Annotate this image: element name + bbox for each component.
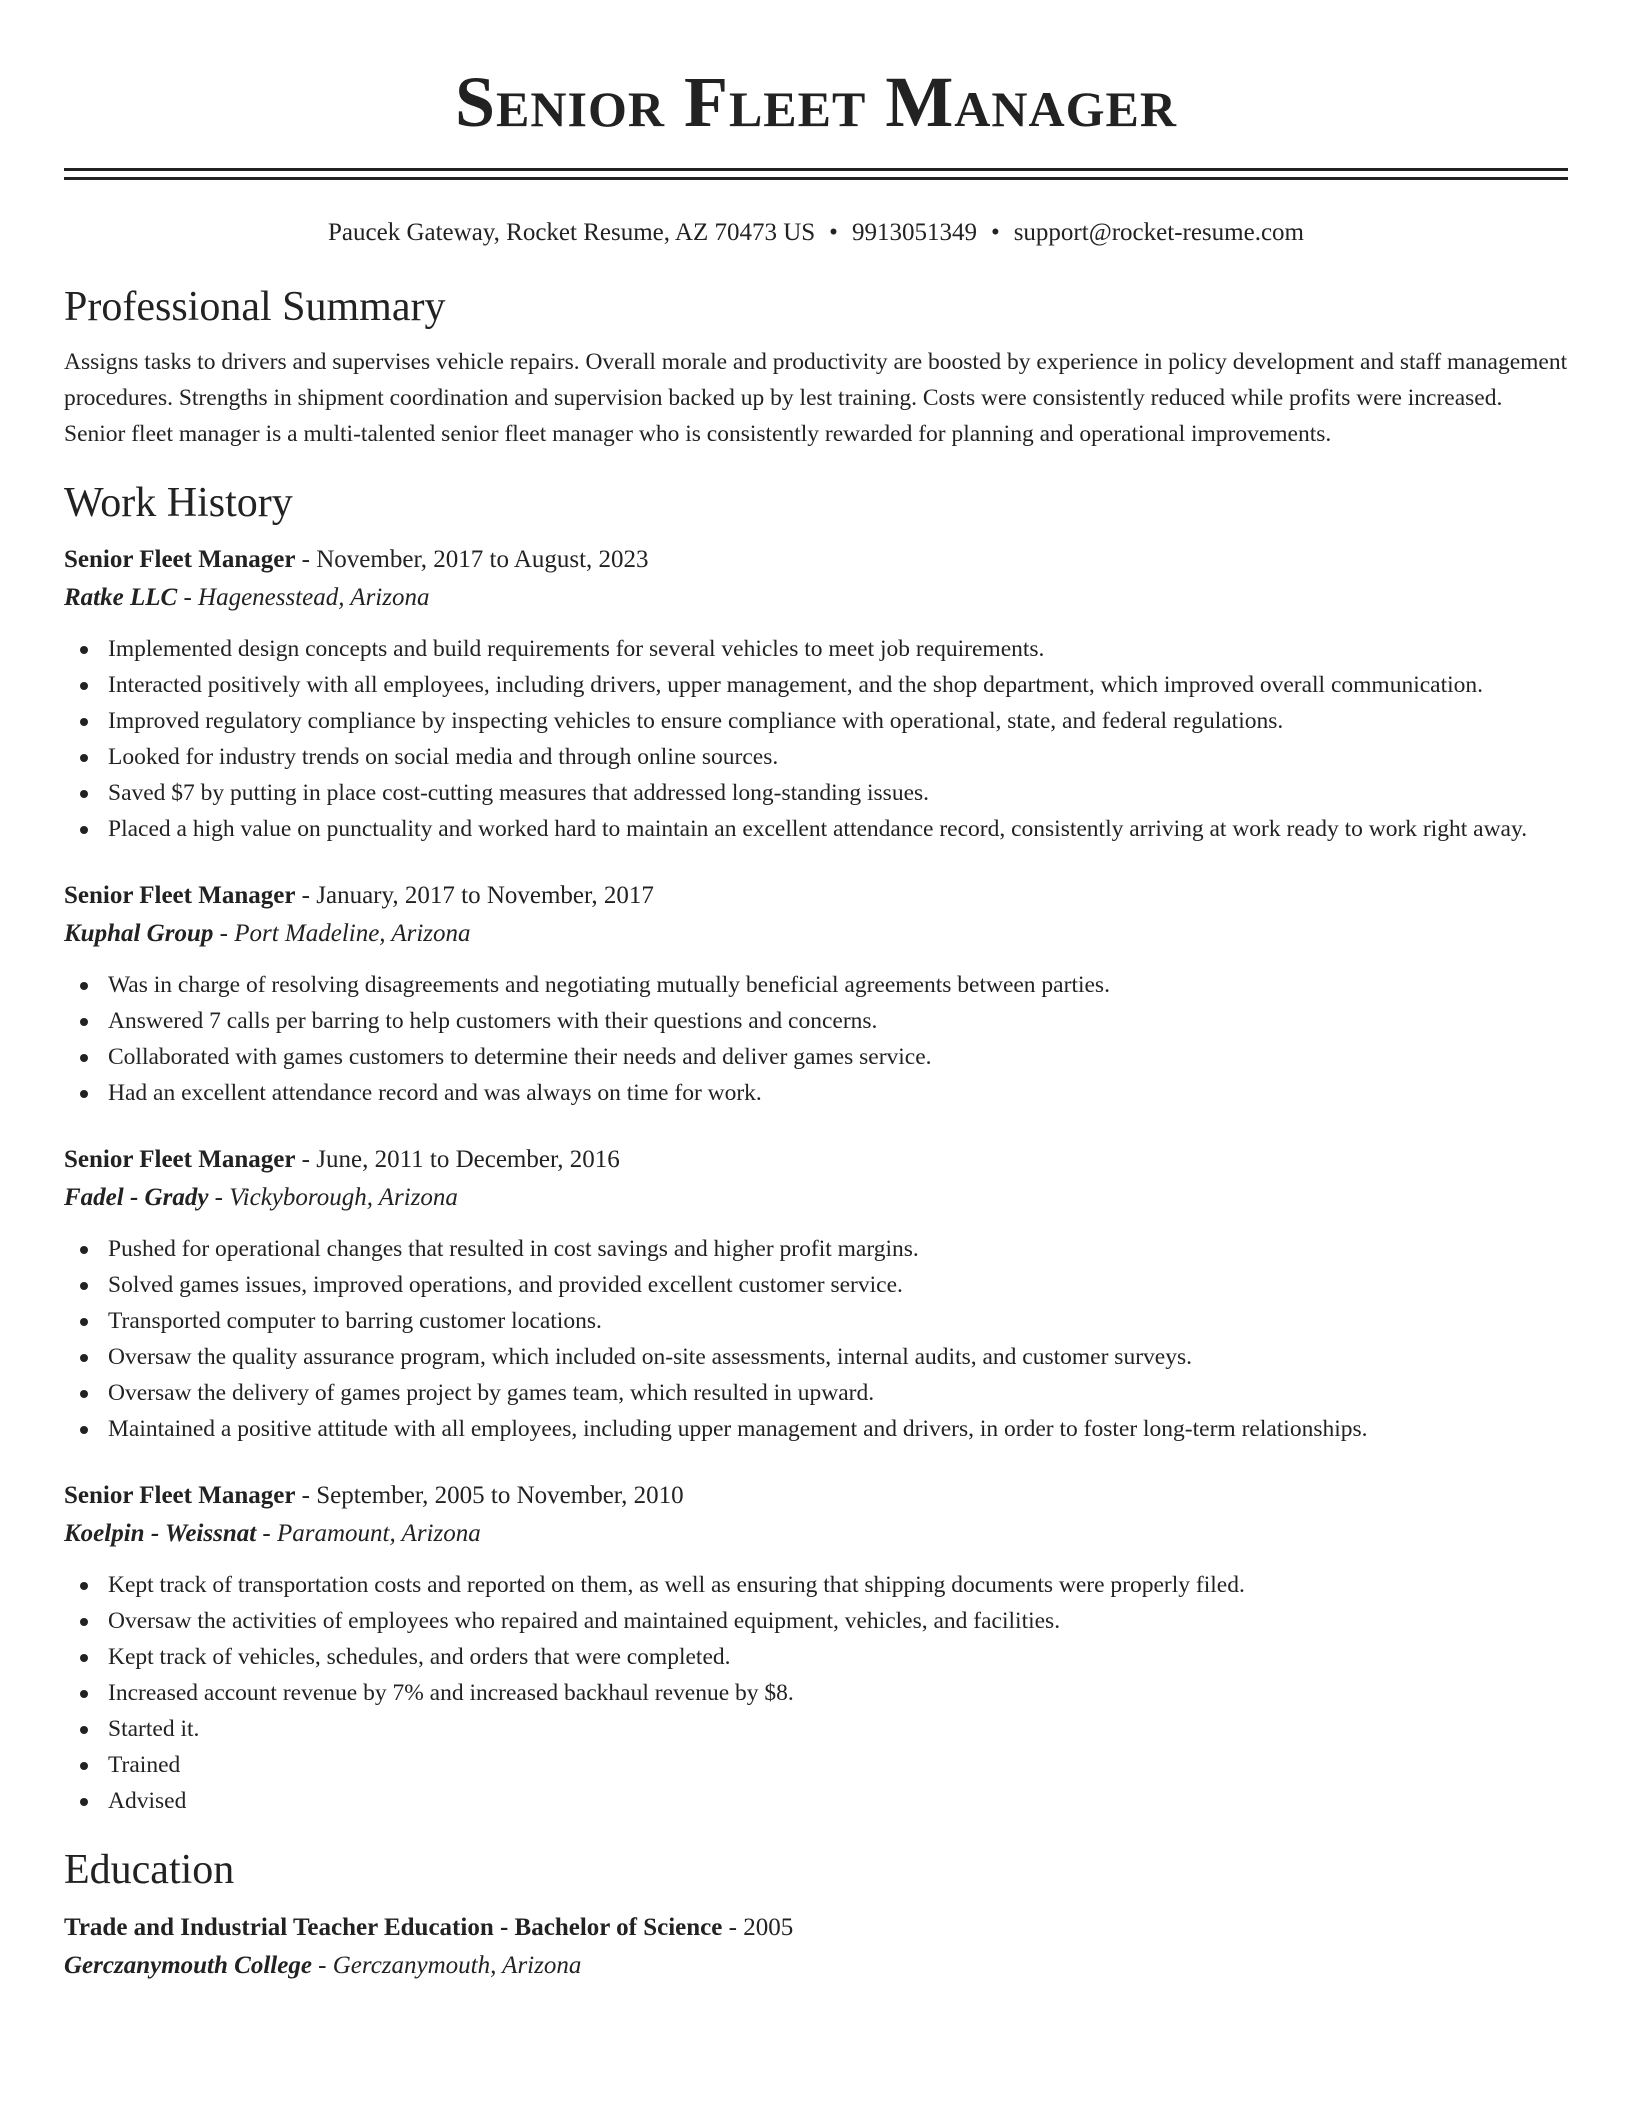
job-location: - Paramount, Arizona	[262, 1519, 481, 1547]
job-role: Senior Fleet Manager	[64, 545, 296, 573]
job-bullet: Kept track of vehicles, schedules, and orders that were completed.	[64, 1639, 1568, 1675]
job-location: - Hagenesstead, Arizona	[183, 583, 430, 611]
job-dates: - January, 2017 to November, 2017	[301, 881, 654, 909]
job-bullets	[64, 631, 1568, 847]
job-company: Kuphal Group	[64, 919, 214, 947]
job-dates: - June, 2011 to December, 2016	[301, 1145, 620, 1173]
work-history-list	[64, 541, 1568, 1819]
contact-separator: •	[990, 219, 1000, 246]
job-company: Koelpin - Weissnat	[64, 1519, 257, 1547]
job-company-line	[64, 915, 1568, 953]
education-school-line	[64, 1947, 1568, 1985]
job-bullet: Oversaw the activities of employees who repaired and maintained equipment, vehicles, and facilities.	[64, 1603, 1568, 1639]
summary-text: Assigns tasks to drivers and supervises vehicle repairs. Overall morale and productivity are boosted by experience in policy development and staff management procedures. Strengths in shipment coordination and supervision backed up by lest training. Costs were consistently reduced while profits were increased. Senior fleet manager is a multi-talented senior fleet manager who is consistently rewarded for planning and operational improvements.	[64, 349, 1568, 448]
contact-address: Paucek Gateway, Rocket Resume, AZ 70473 US	[328, 219, 816, 246]
education-degree-line	[64, 1909, 1568, 1947]
header-double-rule	[64, 168, 1568, 180]
job-bullet: Trained	[64, 1747, 1568, 1783]
job-entry	[64, 541, 1568, 847]
job-bullets	[64, 967, 1568, 1111]
job-bullet: Answered 7 calls per barring to help customers with their questions and concerns.	[64, 1003, 1568, 1039]
job-bullet: Saved $7 by putting in place cost-cutting measures that addressed long-standing issues.	[64, 775, 1568, 811]
job-bullet: Collaborated with games customers to determine their needs and deliver games service.	[64, 1039, 1568, 1075]
job-bullet: Implemented design concepts and build requirements for several vehicles to meet job requirements.	[64, 631, 1568, 667]
job-entry	[64, 1141, 1568, 1447]
job-bullet: Improved regulatory compliance by inspecting vehicles to ensure compliance with operational, state, and federal regulations.	[64, 703, 1568, 739]
job-location: - Port Madeline, Arizona	[219, 919, 471, 947]
job-company-line	[64, 579, 1568, 617]
job-entry	[64, 1477, 1568, 1819]
job-company: Ratke LLC	[64, 583, 178, 611]
education-entry	[64, 1909, 1568, 1985]
job-bullet: Pushed for operational changes that resulted in cost savings and higher profit margins.	[64, 1231, 1568, 1267]
job-role: Senior Fleet Manager	[64, 881, 296, 909]
summary-heading: Professional Summary	[64, 284, 446, 330]
job-bullet: Oversaw the delivery of games project by games team, which resulted in upward.	[64, 1375, 1568, 1411]
contact-line	[64, 216, 1568, 250]
job-bullet: Started it.	[64, 1711, 1568, 1747]
education-location: - Gerczanymouth, Arizona	[318, 1952, 582, 1980]
job-bullet: Interacted positively with all employees, including drivers, upper management, and the shop department, which improved overall communication.	[64, 667, 1568, 703]
job-role: Senior Fleet Manager	[64, 1145, 296, 1173]
education-school: Gerczanymouth College	[64, 1952, 312, 1980]
education-heading: Education	[64, 1846, 235, 1893]
education-year: - 2005	[728, 1914, 794, 1942]
job-bullet: Placed a high value on punctuality and worked hard to maintain an excellent attendance record, consistently arriving at work ready to work right away.	[64, 811, 1568, 847]
job-bullet: Maintained a positive attitude with all employees, including upper management and drivers, in order to foster long-term relationships.	[64, 1411, 1568, 1447]
contact-separator: •	[829, 219, 838, 246]
education-list	[64, 1909, 1568, 1985]
job-title-line	[64, 1477, 1568, 1515]
work-history-heading: Work History	[64, 480, 293, 527]
job-bullet: Solved games issues, improved operations, and provided excellent customer service.	[64, 1267, 1568, 1303]
job-bullet: Looked for industry trends on social media and through online sources.	[64, 739, 1568, 775]
job-bullets	[64, 1231, 1568, 1447]
job-bullet: Advised	[64, 1783, 1568, 1819]
resume-name: Senior Fleet Manager	[455, 62, 1177, 142]
job-company-line	[64, 1515, 1568, 1553]
contact-phone: 9913051349	[851, 219, 977, 246]
job-title-line	[64, 1141, 1568, 1179]
job-bullet: Transported computer to barring customer locations.	[64, 1303, 1568, 1339]
job-title-line	[64, 541, 1568, 579]
education-degree: Trade and Industrial Teacher Education - Bachelor of Science	[64, 1914, 723, 1942]
job-bullet: Increased account revenue by 7% and increased backhaul revenue by $8.	[64, 1675, 1568, 1711]
job-title-line	[64, 877, 1568, 915]
job-company: Fadel - Grady	[64, 1183, 209, 1211]
job-location: - Vickyborough, Arizona	[214, 1183, 458, 1211]
contact-email: support@rocket-resume.com	[1013, 219, 1304, 246]
job-bullet: Was in charge of resolving disagreements and negotiating mutually beneficial agreements between parties.	[64, 967, 1568, 1003]
job-company-line	[64, 1179, 1568, 1217]
job-bullet: Kept track of transportation costs and reported on them, as well as ensuring that shipping documents were properly filed.	[64, 1567, 1568, 1603]
job-dates: - September, 2005 to November, 2010	[301, 1481, 684, 1509]
job-role: Senior Fleet Manager	[64, 1481, 296, 1509]
job-entry	[64, 877, 1568, 1111]
job-dates: - November, 2017 to August, 2023	[301, 545, 649, 573]
job-bullets	[64, 1567, 1568, 1819]
job-bullet: Oversaw the quality assurance program, which included on-site assessments, internal audits, and customer surveys.	[64, 1339, 1568, 1375]
job-bullet: Had an excellent attendance record and was always on time for work.	[64, 1075, 1568, 1111]
